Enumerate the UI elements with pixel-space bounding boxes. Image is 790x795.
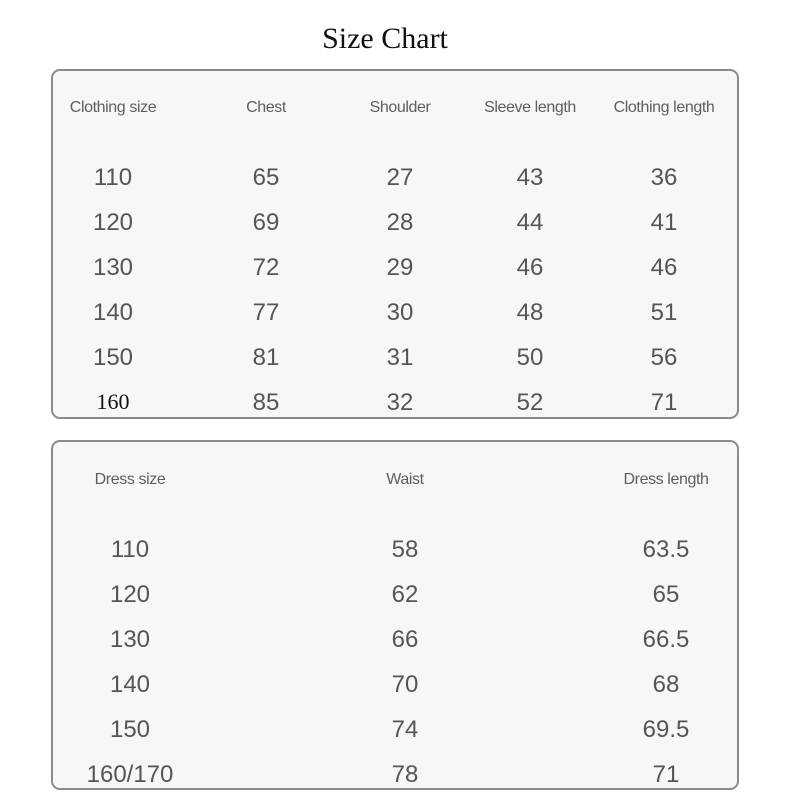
clothing-cell-r5-c2: 32 xyxy=(386,389,414,416)
clothing-cell-r2-c3: 46 xyxy=(516,254,544,281)
clothing-cell-r3-c4: 51 xyxy=(650,299,678,326)
clothing-cell-r5-c4: 71 xyxy=(650,389,678,416)
clothing-header-0: Clothing size xyxy=(69,99,157,116)
clothing-cell-r0-c0: 110 xyxy=(93,164,133,191)
clothing-cell-r3-c0: 140 xyxy=(92,299,134,326)
clothing-cell-r1-c0: 120 xyxy=(92,209,134,236)
dress-header-0: Dress size xyxy=(94,471,166,488)
clothing-cell-r5-c0: 160 xyxy=(96,389,130,414)
dress-cell-r2-c1: 66 xyxy=(391,626,419,653)
clothing-cell-r2-c1: 72 xyxy=(252,254,280,281)
dress-cell-r5-c2: 71 xyxy=(652,761,680,788)
dress-cell-r3-c2: 68 xyxy=(652,671,680,698)
dress-header-2: Dress length xyxy=(623,471,709,488)
clothing-cell-r4-c1: 81 xyxy=(252,344,280,371)
clothing-cell-r1-c1: 69 xyxy=(252,209,280,236)
clothing-cell-r0-c1: 65 xyxy=(252,164,280,191)
clothing-cell-r5-c3: 52 xyxy=(516,389,544,416)
dress-cell-r2-c2: 66.5 xyxy=(642,626,690,653)
clothing-cell-r0-c3: 43 xyxy=(516,164,544,191)
clothing-header-3: Sleeve length xyxy=(484,99,576,116)
clothing-cell-r3-c3: 48 xyxy=(516,299,544,326)
clothing-cell-r2-c4: 46 xyxy=(650,254,678,281)
dress-size-table xyxy=(51,440,739,790)
clothing-cell-r3-c2: 30 xyxy=(386,299,414,326)
dress-cell-r3-c0: 140 xyxy=(109,671,151,698)
clothing-header-2: Shoulder xyxy=(369,99,431,116)
clothing-cell-r2-c2: 29 xyxy=(386,254,414,281)
dress-cell-r2-c0: 130 xyxy=(109,626,151,653)
dress-cell-r4-c0: 150 xyxy=(109,716,151,743)
dress-cell-r1-c0: 120 xyxy=(109,581,151,608)
clothing-cell-r4-c2: 31 xyxy=(386,344,414,371)
dress-cell-r5-c0: 160/170 xyxy=(86,761,174,788)
clothing-cell-r4-c0: 150 xyxy=(92,344,134,371)
clothing-cell-r2-c0: 130 xyxy=(92,254,134,281)
clothing-cell-r1-c3: 44 xyxy=(516,209,544,236)
clothing-cell-r3-c1: 77 xyxy=(252,299,280,326)
dress-cell-r3-c1: 70 xyxy=(391,671,419,698)
dress-cell-r4-c1: 74 xyxy=(391,716,419,743)
dress-cell-r5-c1: 78 xyxy=(391,761,419,788)
clothing-cell-r1-c4: 41 xyxy=(650,209,678,236)
clothing-cell-r0-c2: 27 xyxy=(386,164,414,191)
clothing-cell-r5-c1: 85 xyxy=(252,389,280,416)
dress-cell-r0-c1: 58 xyxy=(391,536,419,563)
dress-header-1: Waist xyxy=(386,471,424,488)
clothing-header-1: Chest xyxy=(246,99,286,116)
clothing-size-table xyxy=(51,69,739,419)
clothing-cell-r4-c3: 50 xyxy=(516,344,544,371)
dress-cell-r1-c1: 62 xyxy=(391,581,419,608)
clothing-cell-r4-c4: 56 xyxy=(650,344,678,371)
page-title: Size Chart xyxy=(322,22,448,55)
clothing-cell-r1-c2: 28 xyxy=(386,209,414,236)
dress-cell-r0-c0: 110 xyxy=(110,536,150,563)
dress-cell-r4-c2: 69.5 xyxy=(642,716,690,743)
dress-cell-r0-c2: 63.5 xyxy=(642,536,690,563)
clothing-cell-r0-c4: 36 xyxy=(650,164,678,191)
dress-cell-r1-c2: 65 xyxy=(652,581,680,608)
clothing-header-4: Clothing length xyxy=(613,99,715,116)
